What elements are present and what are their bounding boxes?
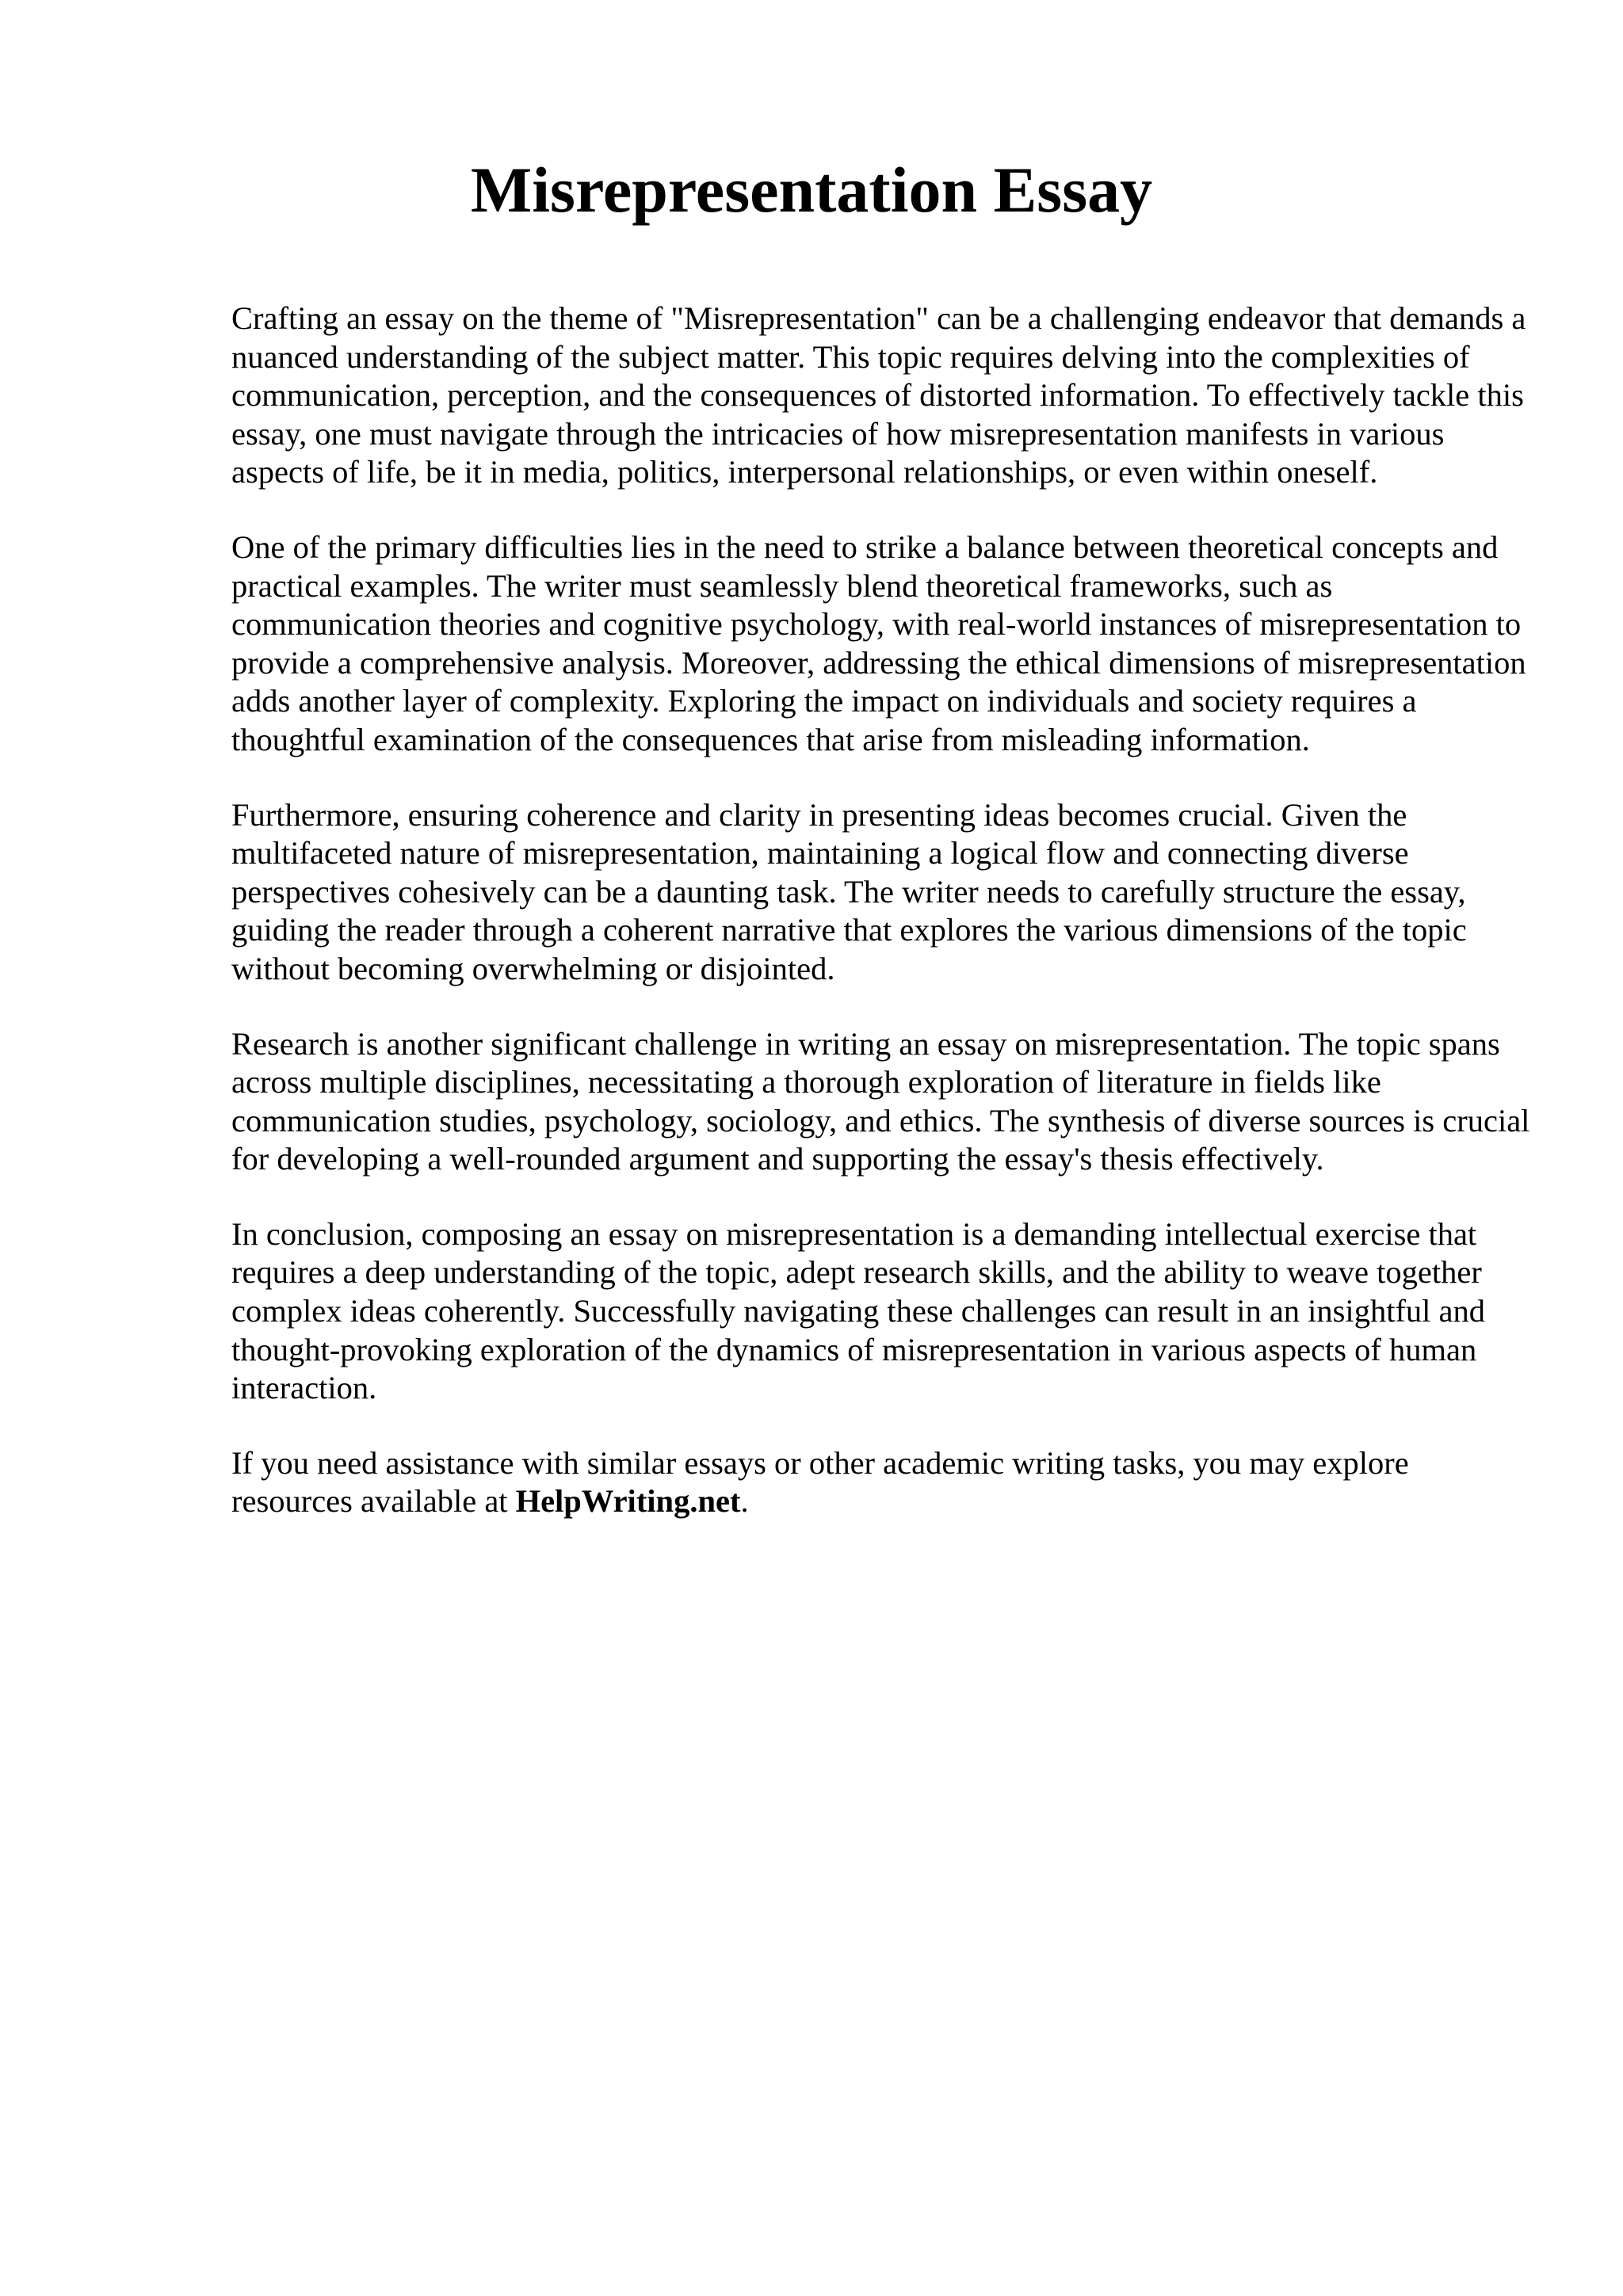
paragraph-5: In conclusion, composing an essay on misrepresentation is a demanding intellectual exercise that requires a deep understanding of the topic, adept research skills, and the ability to weave together complex ideas coherently. Successfully navigating these challenges can result in an insightful and thought-provoking exploration of the dynamics of misrepresentation in various aspects of human interaction. xyxy=(231,1215,1486,1406)
closing-text: If you need assistance with similar essays or other academic writing tasks, you may explore resources available at xyxy=(231,1444,1409,1520)
paragraph-2: One of the primary difficulties lies in the need to strike a balance between theoretical concepts and practical examples. The writer must seamlessly blend theoretical frameworks, such as communication theories and cognitive psychology, with real-world instances of misrepresentation to provide a comprehensive analysis. Moreover, addressing the ethical dimensions of misrepresentation adds another layer of complexity. Exploring the impact on individuals and society requires a thoughtful examination of the consequences that arise from misleading information. xyxy=(231,528,1526,757)
paragraph-1: Crafting an essay on the theme of "Misrepresentation" can be a challenging endeavor that demands a nuanced understanding of the subject matter. This topic requires delving into the complexities of communication, perception, and the consequences of distorted information. To effectively tackle this essay, one must navigate through the intricacies of how misrepresentation manifests in various aspects of life, be it in media, politics, interpersonal relationships, or even within oneself. xyxy=(231,300,1526,490)
essay-body xyxy=(231,299,1531,1558)
closing-paragraph xyxy=(231,1444,1531,1521)
paragraph-3: Furthermore, ensuring coherence and clarity in presenting ideas becomes crucial. Given the multifaceted nature of misrepresentation, maintaining a logical flow and connecting diverse perspectives cohesively can be a daunting task. The writer needs to carefully structure the essay, guiding the reader through a coherent narrative that explores the various dimensions of the topic without becoming overwhelming or disjointed. xyxy=(231,796,1467,986)
helpwriting-link[interactable]: HelpWriting.net xyxy=(515,1483,741,1520)
paragraph-4: Research is another significant challenge in writing an essay on misrepresentation. The topic spans across multiple disciplines, necessitating a thorough exploration of literature in fields like communication studies, psychology, sociology, and ethics. The synthesis of diverse sources is crucial for developing a well-rounded argument and supporting the essay's thesis effectively. xyxy=(231,1025,1530,1177)
closing-period: . xyxy=(740,1483,749,1520)
page-title: Misrepresentation Essay xyxy=(470,154,1153,226)
